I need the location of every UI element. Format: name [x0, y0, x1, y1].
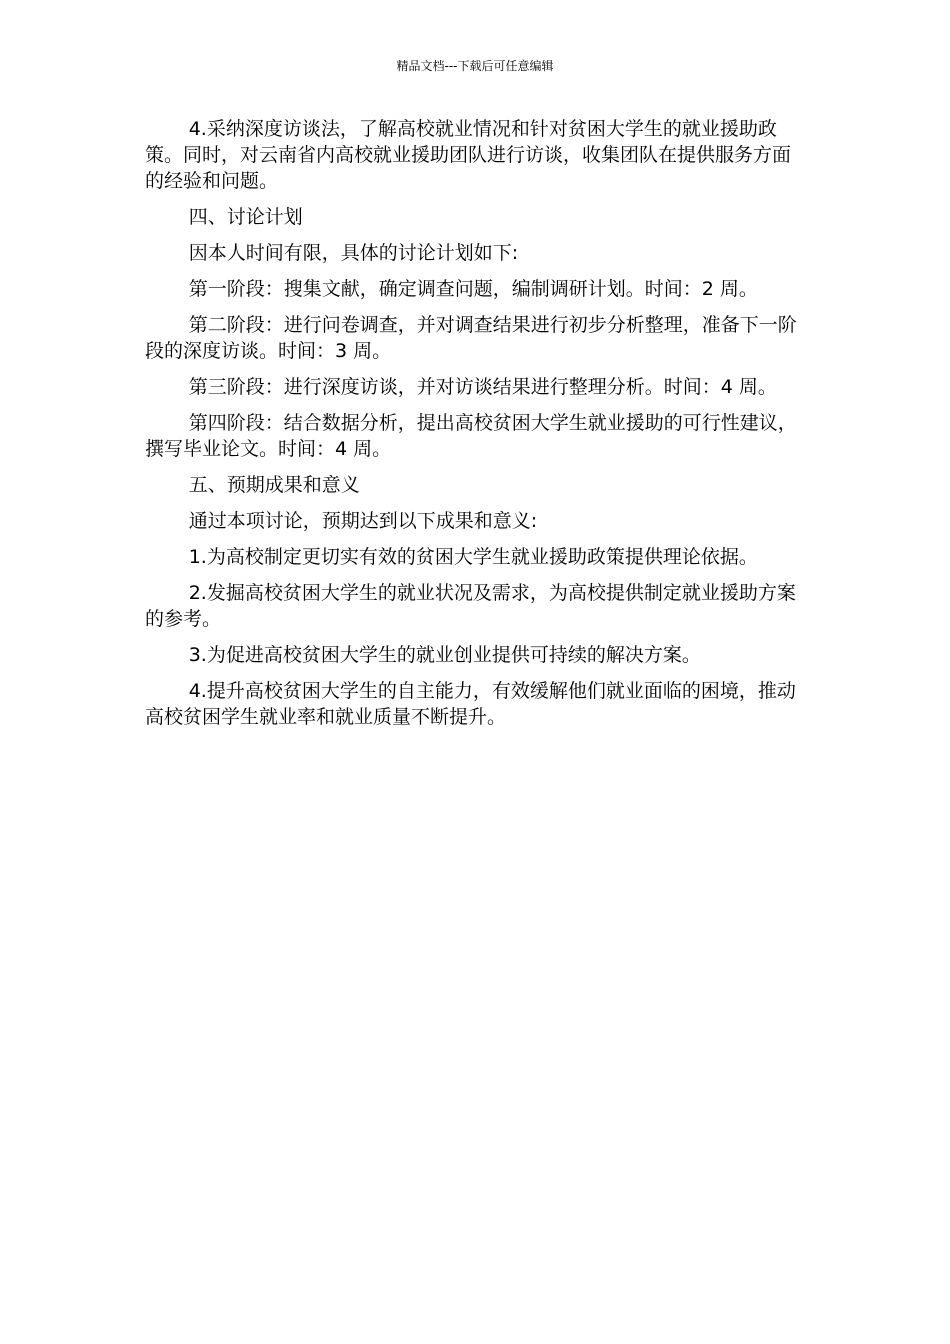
- paragraph-stage-3: 第三阶段：进行深度访谈，并对访谈结果进行整理分析。时间：4 周。: [188, 376, 777, 398]
- paragraph-outcome-4: 4.提升高校贫困大学生的自主能力，有效缓解他们就业面临的困境，推动高校贫困学生就业率和就业质量不断提升。: [145, 680, 796, 728]
- paragraph-outcomes-intro: 通过本项讨论，预期达到以下成果和意义:: [188, 510, 538, 532]
- page-header: 精品文档---下载后可任意编辑: [396, 59, 554, 73]
- paragraph-plan-intro: 因本人时间有限，具体的讨论计划如下:: [188, 242, 519, 264]
- paragraph-outcome-3: 3.为促进高校贫困大学生的就业创业提供可持续的解决方案。: [188, 644, 701, 666]
- paragraph-stage-2: 第二阶段：进行问卷调查，并对调查结果进行初步分析整理，准备下一阶段的深度访谈。时间：3 周。: [145, 314, 797, 362]
- section-heading-outcomes: 五、预期成果和意义: [188, 474, 360, 496]
- paragraph-method-4: 4.采纳深度访谈法，了解高校就业情况和针对贫困大学生的就业援助政策。同时，对云南省内高校就业援助团队进行访谈，收集团队在提供服务方面的经验和问题。: [145, 118, 792, 192]
- section-heading-plan: 四、讨论计划: [188, 206, 303, 228]
- paragraph-stage-4: 第四阶段：结合数据分析，提出高校贫困大学生就业援助的可行性建议，撰写毕业论文。时间：4 周。: [145, 412, 797, 460]
- paragraph-outcome-2: 2.发掘高校贫困大学生的就业状况及需求，为高校提供制定就业援助方案的参考。: [145, 582, 796, 630]
- document-body: [145, 116, 805, 740]
- paragraph-outcome-1: 1.为高校制定更切实有效的贫困大学生就业援助政策提供理论依据。: [188, 546, 758, 568]
- paragraph-stage-1: 第一阶段：搜集文献，确定调查问题，编制调研计划。时间：2 周。: [188, 278, 758, 300]
